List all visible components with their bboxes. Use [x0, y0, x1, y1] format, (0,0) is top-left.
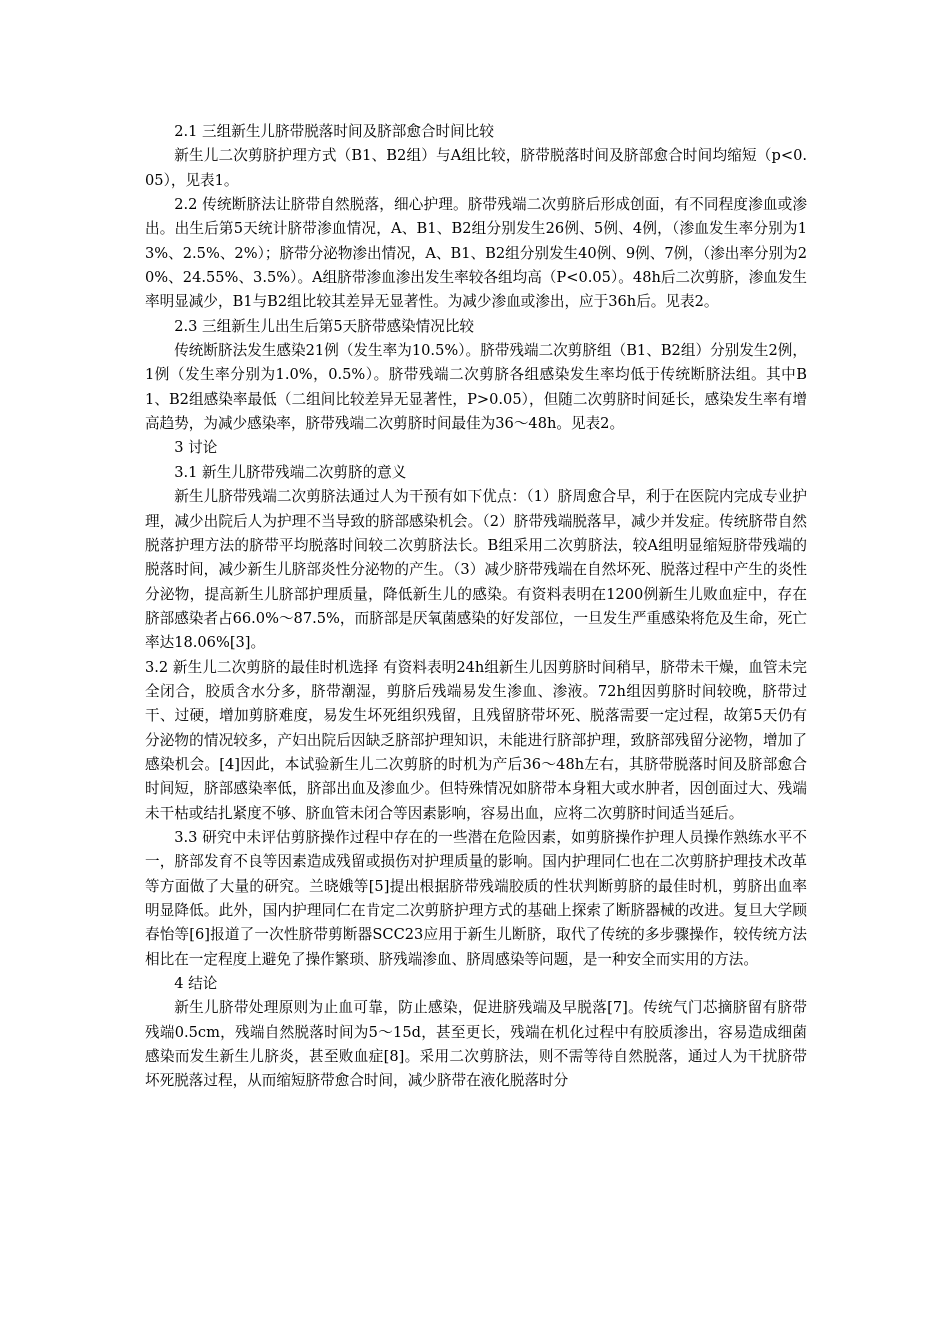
section-heading-4: 4 结论	[174, 975, 218, 993]
paragraph-3-3: 3.3 研究中未评估剪脐操作过程中存在的一些潜在危险因素，如剪脐操作护理人员操作熟练水平不一，脐部发育不良等因素造成残留或损伤对护理质量的影响。国内护理同仁也在二次剪脐护理技术改革等方面做了大量的研究。兰晓娥等[5]提出根据脐带残端胶质的性状判断剪脐的最佳时机，剪脐出血率明显降低。此外，国内护理同仁在肯定二次剪脐护理方式的基础上探索了断脐器械的改进。复旦大学顾春怡等[6]报道了一次性脐带剪断器SCC23应用于新生儿断脐，取代了传统的多步骤操作，较传统方法相比在一定程度上避免了操作繁琐、脐残端渗血、脐周感染等问题，是一种安全而实用的方法。	[145, 828, 807, 968]
section-heading-2-1: 2.1 三组新生儿脐带脱落时间及脐部愈合时间比较	[174, 123, 494, 140]
section-heading-3-1: 3.1 新生儿脐带残端二次剪脐的意义	[174, 463, 407, 481]
paragraph-2-3: 传统断脐法发生感染21例（发生率为10.5%）。脐带残端二次剪脐组（B1、B2组）分别发生2例，1例（发生率分别为1.0%，0.5%）。脐带残端二次剪脐各组感染发生率均低于传统断脐法组。其中B1、B2组感染率最低（二组间比较差异无显著性，P>0.05），但随二次剪脐时间延长，感染发生率有增高趋势，为减少感染率，脐带残端二次剪脐时间最佳为36～48h。见表2。	[145, 342, 807, 433]
paragraph-4: 新生儿脐带处理原则为止血可靠，防止感染，促进脐残端及早脱落[7]。传统气门芯摘脐留有脐带残端0.5cm，残端自然脱落时间为5～15d，甚至更长，残端在机化过程中有胶质渗出，容易造成细菌感染而发生新生儿脐炎，甚至败血症[8]。采用二次剪脐法，则不需等待自然脱落，通过人为干扰脐带坏死脱落过程，从而缩短脐带愈合时间，减少脐带在液化脱落时分	[145, 999, 807, 1090]
document-page	[145, 120, 807, 1094]
section-heading-3: 3 讨论	[174, 439, 218, 457]
paragraph-3-2: 3.2 新生儿二次剪脐的最佳时机选择 有资料表明24h组新生儿因剪脐时间稍早，脐带未干燥，血管未完全闭合，胶质含水分多，脐带潮湿，剪脐后残端易发生渗血、渗液。72h组因剪脐时间较晚，脐带过干、过硬，增加剪脐难度，易发生坏死组织残留，且残留脐带坏死、脱落需要一定过程，故第5天仍有分泌物的情况较多，产妇出院后因缺乏脐部护理知识，未能进行脐部护理，致脐部残留分泌物，增加了感染机会。[4]因此，本试验新生儿二次剪脐的时机为产后36～48h左右，其脐带脱落时间及脐部愈合时间短，脐部感染率低，脐部出血及渗血少。但特殊情况如脐带本身粗大或水肿者，因创面过大、残端未干枯或结扎紧度不够、脐血管未闭合等因素影响，容易出血，应将二次剪脐时间适当延后。	[145, 658, 807, 822]
paragraph-3-1: 新生儿脐带残端二次剪脐法通过人为干预有如下优点：（1）脐周愈合早，利于在医院内完成专业护理，减少出院后人为护理不当导致的脐部感染机会。（2）脐带残端脱落早，减少并发症。传统脐带自然脱落护理方法的脐带平均脱落时间较二次剪脐法长。B组采用二次剪脐法，较A组明显缩短脐带残端的脱落时间，减少新生儿脐部炎性分泌物的产生。（3）减少脐带残端在自然坏死、脱落过程中产生的炎性分泌物，提高新生儿脐部护理质量，降低新生儿的感染。有资料表明在1200例新生儿败血症中，存在脐部感染者占66.0%～87.5%，而脐部是厌氧菌感染的好发部位，一旦发生严重感染将危及生命，死亡率达18.06%[3]。	[145, 488, 807, 652]
paragraph-2-1: 新生儿二次剪脐护理方式（B1、B2组）与A组比较，脐带脱落时间及脐部愈合时间均缩短（p<0.05），见表1。	[145, 147, 807, 189]
paragraph-2-2: 2.2 传统断脐法让脐带自然脱落，细心护理。脐带残端二次剪脐后形成创面，有不同程度渗血或渗出。出生后第5天统计脐带渗血情况，A、B1、B2组分别发生26例、5例、4例，（渗血发生率分别为13%、2.5%、2%）；脐带分泌物渗出情况，A、B1、B2组分别发生40例、9例、7例，（渗出率分别为20%、24.55%、3.5%）。A组脐带渗血渗出发生率较各组均高（P<0.05）。48h后二次剪脐，渗血发生率明显减少，B1与B2组比较其差异无显著性。为减少渗血或渗出，应于36h后。见表2。	[145, 196, 807, 311]
section-heading-2-3: 2.3 三组新生儿出生后第5天脐带感染情况比较	[174, 317, 475, 335]
